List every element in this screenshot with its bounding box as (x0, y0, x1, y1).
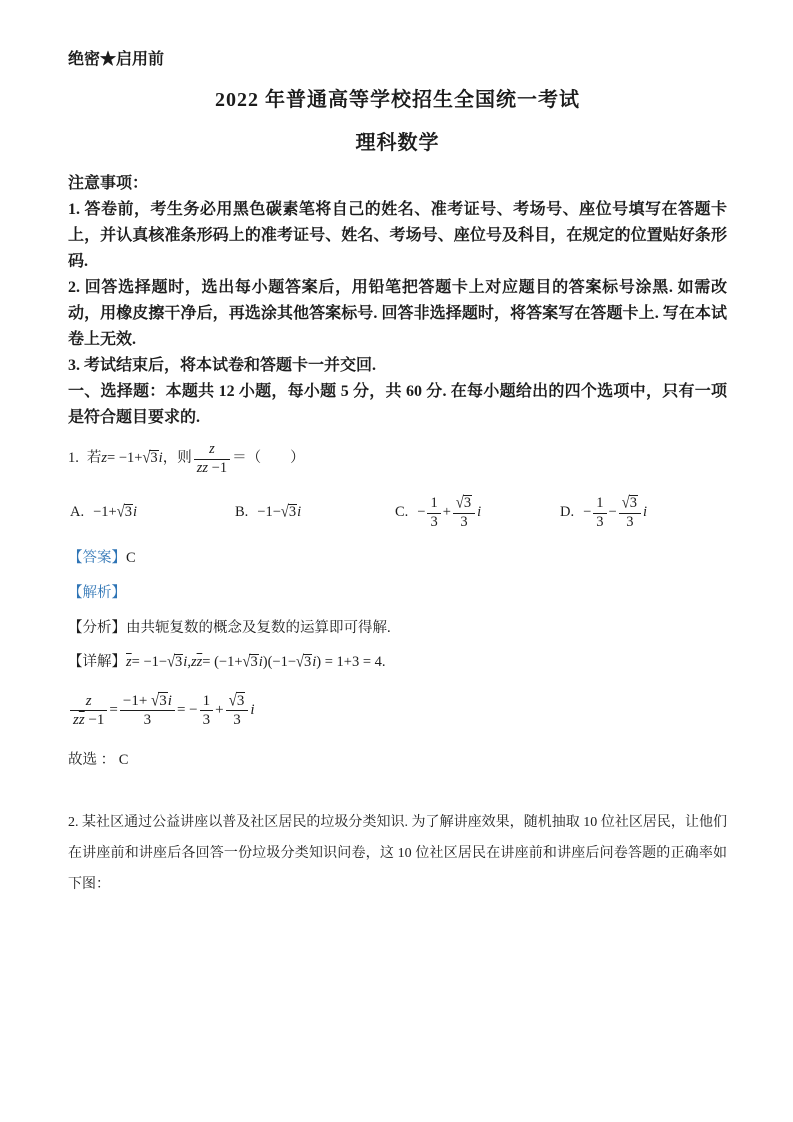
math-text: 1 (202, 692, 211, 709)
fraction (593, 495, 606, 531)
fraction (226, 692, 249, 729)
square-root (229, 693, 246, 709)
fraction-numerator (120, 692, 175, 710)
fraction (200, 692, 214, 729)
notice-item-1: 1. 答卷前，考生务必用黑色碳素笔将自己的姓名、准考证号、考场号、座位号填写在答题卡上，并认真核准条形码上的准考证号、姓名、考场号、座位号及科目，在规定的位置贴好条形码. (68, 201, 727, 270)
fraction (619, 495, 641, 531)
fraction-numerator (200, 692, 214, 710)
radical-sign-icon: √ (151, 691, 160, 710)
math-text: 3 (430, 513, 438, 530)
math-conjugate-variable: $\overline{z}$ (78, 711, 85, 728)
square-root (151, 693, 168, 709)
radicand: 3 (159, 692, 167, 709)
math-text: −1 (84, 711, 105, 728)
radical-sign-icon: √ (621, 493, 630, 513)
question-1-stem (68, 433, 727, 485)
radical-sign-icon: √ (242, 652, 251, 672)
option-a-label: A. (70, 504, 85, 521)
fraction-numerator (70, 692, 107, 710)
math-text: −1+ (93, 504, 117, 521)
math-variable: i (258, 654, 263, 670)
math-text: = − (176, 701, 198, 718)
radical-sign-icon: √ (455, 493, 464, 513)
math-variable: i (297, 504, 302, 521)
question-1-options (68, 485, 727, 541)
math-variable: i (642, 504, 647, 521)
radicand: 3 (124, 504, 132, 521)
detailed-solution-label: 【详解】 (68, 654, 126, 670)
math-text: − (417, 504, 426, 521)
fraction-denominator (200, 710, 214, 729)
option-d (560, 485, 647, 541)
fraction-denominator (453, 513, 475, 531)
fraction (453, 495, 475, 531)
math-text: = (−1+ (202, 654, 243, 670)
math-variable: z (101, 450, 108, 467)
notice-item-2: 2. 回答选择题时，选出每小题答案后，用铅笔把答题卡上对应题目的答案标号涂黑. 如需改动，用橡皮擦干净后，再选涂其他答案标号. 回答非选择题时，将答案写在答题卡上. 写在本试卷上无效. (68, 279, 727, 348)
fraction (70, 692, 107, 729)
math-variable: i (183, 654, 188, 670)
detailed-solution-line (68, 647, 727, 677)
fraction-denominator (120, 710, 175, 729)
analysis-heading-line (68, 582, 727, 604)
math-text: + (442, 504, 451, 521)
analysis-label: 【解析】 (68, 585, 126, 601)
math-text: 3 (460, 513, 468, 530)
question-1-math-expression (101, 441, 246, 477)
fraction (120, 692, 175, 729)
square-root (281, 502, 297, 524)
square-root (296, 647, 312, 677)
math-text: 1 (596, 495, 604, 512)
question-2-stem: 2. 某社区通过公益讲座以普及社区居民的垃圾分类知识. 为了解讲座效果，随机抽取 10 位社区居民，让他们在讲座前和讲座后各回答一份垃圾分类知识问卷，这 10 位社区居民在讲座前和讲座后问卷答题的正确率如下图： (68, 815, 727, 892)
fraction-numerator (226, 692, 249, 710)
fraction-numerator (194, 441, 230, 458)
math-text: 3 (233, 711, 241, 728)
math-conjugate-variable: $\overline{z}$ (126, 654, 132, 670)
fraction (427, 495, 440, 531)
option-b (235, 485, 301, 541)
conclusion-line: 故选 ： C (68, 752, 129, 768)
math-text: 3 (626, 513, 634, 530)
math-variable: z (196, 459, 203, 476)
square-root (243, 647, 259, 677)
answer-line (68, 547, 727, 569)
math-variable: i (250, 701, 255, 718)
question-1-number: 1. (68, 450, 79, 467)
fraction-numerator (453, 495, 475, 512)
radical-sign-icon: √ (296, 652, 304, 672)
solution-equation (68, 681, 727, 739)
math-variable: z (190, 654, 197, 670)
math-text: ＝ (232, 450, 247, 467)
fraction-numerator (593, 495, 606, 512)
math-text: + (215, 701, 224, 718)
math-text: = −1+ (107, 450, 143, 467)
square-root (456, 495, 472, 511)
radicand: 3 (304, 654, 312, 670)
answer-label: 【答案】 (68, 550, 126, 566)
fraction-denominator (593, 513, 606, 531)
math-variable: i (132, 504, 137, 521)
fraction-denominator (619, 513, 641, 531)
math-text: = −1− (131, 654, 168, 670)
square-root (142, 448, 158, 470)
math-variable: z (209, 441, 215, 458)
square-root (622, 495, 638, 511)
exam-title: 2022 年普通高等学校招生全国统一考试 (215, 89, 580, 111)
math-text: − (583, 504, 592, 521)
question-1-prefix: 若 (86, 450, 102, 467)
radical-sign-icon: √ (116, 502, 125, 522)
math-text: −1+ (122, 692, 152, 709)
fraction-denominator (226, 710, 249, 729)
radicand: 3 (236, 692, 245, 709)
radicand: 3 (175, 654, 183, 670)
section-1-heading: 一、选择题：本题共 12 小题，每小题 5 分，共 60 分. 在每小题给出的四个选项中，只有一项是符合题目要求的. (68, 383, 727, 426)
detailed-solution-math (126, 647, 386, 677)
option-c-math (417, 495, 481, 531)
fraction-denominator (194, 459, 230, 477)
brief-analysis-line (68, 617, 727, 639)
notice-item-3: 3. 考试结束后，将本试卷和答题卡一并交回. (68, 357, 377, 374)
math-text: 1 (430, 495, 438, 512)
solution-equation-math (68, 692, 255, 729)
radical-sign-icon: √ (280, 502, 289, 522)
brief-analysis-text: 由共轭复数的概念及复数的运算即可得解. (126, 620, 391, 636)
math-text: ，则 (162, 450, 192, 467)
math-text: 3 (596, 513, 604, 530)
math-text: − (608, 504, 617, 521)
question-1-answer-paren: （ ） (246, 450, 305, 467)
fraction-denominator (70, 710, 107, 729)
math-text: 3 (202, 711, 211, 728)
math-text: = (109, 701, 118, 718)
option-d-label: D. (560, 504, 575, 521)
radicand: 3 (288, 504, 297, 521)
math-variable: i (477, 504, 482, 521)
notice-heading: 注意事项： (68, 175, 149, 192)
radicand: 3 (463, 495, 472, 512)
fraction-denominator (427, 513, 440, 531)
math-text: , (187, 654, 191, 670)
brief-analysis-label: 【分析】 (68, 620, 126, 636)
secrecy-label: 绝密★启用前 (68, 51, 165, 68)
square-root (167, 647, 183, 677)
radicand: 3 (150, 450, 158, 467)
square-root (117, 502, 133, 524)
radicand: 3 (250, 654, 258, 670)
option-c (395, 485, 481, 541)
math-variable: i (158, 450, 163, 467)
exam-subject-title: 理科数学 (355, 132, 440, 154)
math-variable: i (312, 654, 317, 670)
math-text: ) = 1+3 = 4. (316, 654, 386, 670)
radicand: 3 (629, 495, 637, 512)
option-a-math (93, 502, 137, 524)
math-text: −1 (208, 459, 228, 476)
math-variable: z (73, 711, 79, 728)
option-a (70, 485, 137, 541)
math-conjugate-variable: $\overline{z}$ (202, 459, 209, 476)
option-b-label: B. (235, 504, 249, 521)
radical-sign-icon: √ (167, 652, 176, 672)
radical-sign-icon: √ (142, 448, 151, 468)
fraction (194, 441, 230, 477)
math-text: −1− (257, 504, 281, 521)
answer-value: C (126, 550, 136, 566)
option-b-math (257, 502, 301, 524)
fraction-numerator (619, 495, 641, 512)
math-conjugate-variable: $\overline{z}$ (196, 654, 203, 670)
math-text: )(−1− (262, 654, 297, 670)
option-d-math (583, 495, 647, 531)
option-c-label: C. (395, 504, 409, 521)
math-variable: i (167, 692, 172, 709)
math-variable: z (85, 692, 92, 709)
radical-sign-icon: √ (228, 691, 237, 710)
fraction-numerator (427, 495, 440, 512)
math-text: 3 (143, 711, 152, 728)
